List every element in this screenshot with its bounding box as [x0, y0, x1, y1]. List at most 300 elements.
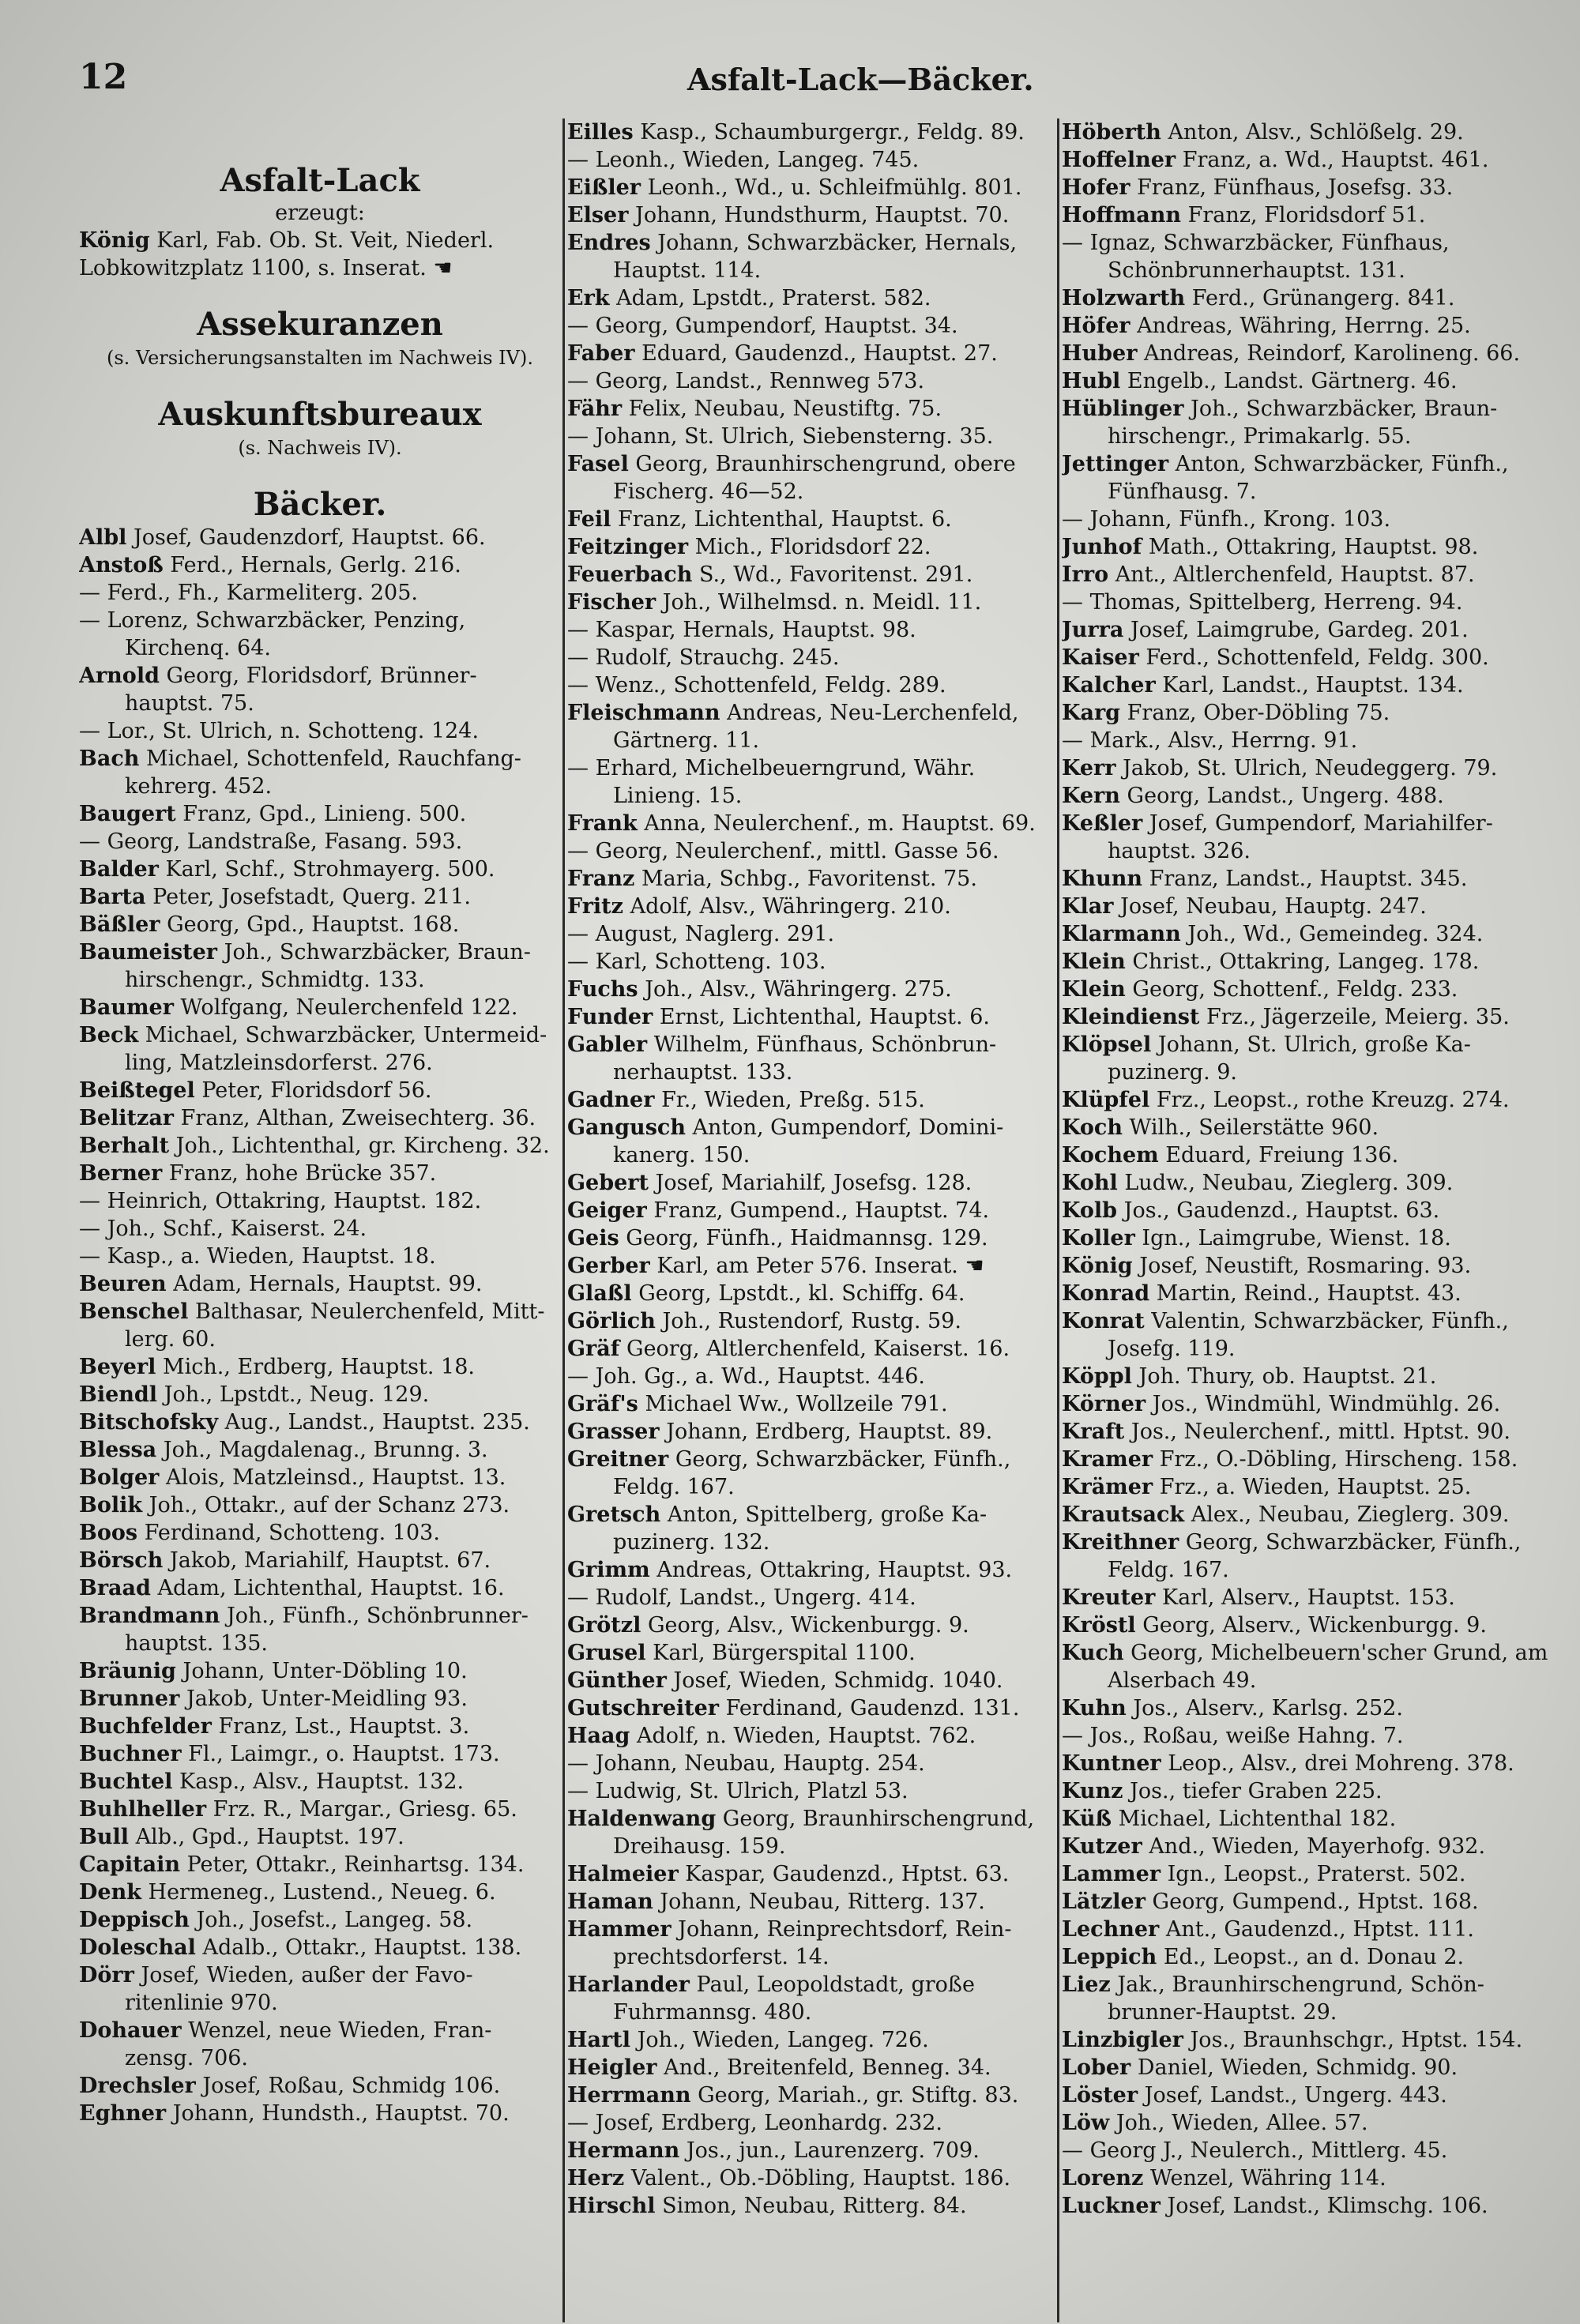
entry-name: Greitner — [567, 1447, 669, 1472]
directory-entry — [79, 524, 561, 551]
entry-text: Anton, Spittelberg, große Ka- — [667, 1502, 988, 1527]
directory-entry — [79, 1823, 561, 1851]
directory-entry — [567, 1446, 1055, 1473]
directory-entry — [1062, 1003, 1556, 1031]
entry-text: Ed., Leopst., an d. Donau 2. — [1163, 1945, 1465, 1969]
entry-text: Ludw., Neubau, Zieglerg. 309. — [1124, 1171, 1454, 1195]
entry-name: Bach — [79, 746, 140, 771]
directory-entry — [567, 395, 1055, 423]
entry-text: Johann, Neubau, Ritterg. 137. — [660, 1890, 985, 1914]
entry-text: Kasp., Alsv., Hauptst. 132. — [179, 1769, 465, 1794]
entry-text: — Joh. Gg., a. Wd., Hauptst. 446. — [567, 1364, 926, 1389]
directory-entry — [79, 2072, 561, 2100]
entry-name: Grasser — [567, 1420, 660, 1444]
entry-text: Franz, Gpd., Linieng. 500. — [182, 802, 467, 826]
entry-text: Eduard, Gaudenzd., Hauptst. 27. — [641, 341, 998, 366]
entry-text: ling, Matzleinsdorferst. 276. — [125, 1051, 433, 1075]
entry-text: Peter, Ottakr., Reinhartsg. 134. — [186, 1852, 525, 1877]
entry-name: Bull — [79, 1825, 129, 1849]
directory-entry — [567, 1860, 1055, 1888]
entry-name: Berhalt — [79, 1134, 170, 1158]
directory-entry — [567, 1639, 1055, 1667]
directory-entry — [79, 1381, 561, 1408]
entry-name: Heigler — [567, 2055, 657, 2080]
entry-text: Georg, Gpd., Hauptst. 168. — [167, 912, 460, 937]
entry-text: Fuhrmannsg. 480. — [613, 2000, 812, 2025]
entry-text: Wenzel, Währing 114. — [1149, 2166, 1386, 2191]
directory-entry — [567, 201, 1055, 229]
directory-entry — [79, 994, 561, 1021]
entry-name: Fleischmann — [567, 701, 720, 725]
entry-text: Georg, Landst., Ungerg. 488. — [1127, 784, 1444, 808]
directory-entry — [567, 644, 1055, 671]
directory-entry — [1062, 810, 1556, 837]
entry-text: Georg, Schottenf., Feldg. 233. — [1132, 977, 1458, 1002]
directory-entry — [79, 1353, 561, 1381]
entry-name: Karg — [1062, 701, 1121, 725]
entry-name: Faber — [567, 341, 635, 366]
directory-entry — [1062, 2137, 1556, 2164]
entry-text: Jos., jun., Laurenzerg. 709. — [686, 2138, 980, 2163]
entry-text: Franz, Fünfhaus, Josefsg. 33. — [1137, 175, 1454, 200]
directory-entry — [79, 745, 561, 773]
entry-text: kanerg. 150. — [613, 1143, 750, 1168]
entry-name: Drechsler — [79, 2074, 196, 2098]
entry-name: Klüpfel — [1062, 1088, 1150, 1112]
directory-entry — [1062, 1086, 1556, 1114]
entry-text: Josef, Roßau, Schmidg 106. — [202, 2074, 501, 2098]
entry-text: Georg, Alserv., Wickenburgg. 9. — [1142, 1613, 1487, 1638]
directory-entry — [79, 1878, 561, 1906]
directory-entry — [1062, 948, 1556, 976]
directory-entry — [567, 1916, 1055, 1943]
entry-text: Balthasar, Neulerchenfeld, Mitt- — [194, 1299, 545, 1324]
directory-entry — [1062, 976, 1556, 1003]
entry-name: Fischer — [567, 590, 656, 615]
directory-entry — [1062, 201, 1556, 229]
directory-entry — [1062, 1667, 1556, 1694]
entry-name: Feuerbach — [567, 562, 693, 587]
directory-entry — [1062, 1639, 1556, 1667]
entry-name: Denk — [79, 1880, 141, 1905]
entry-name: Löster — [1062, 2083, 1138, 2108]
entry-name: Bitschofsky — [79, 1410, 219, 1435]
entry-text: Frz. R., Margar., Griesg. 65. — [213, 1797, 517, 1822]
entry-text: Adam, Lichtenthal, Hauptst. 16. — [157, 1576, 505, 1600]
directory-entry — [79, 1132, 561, 1160]
entry-text: Johann, Erdberg, Hauptst. 89. — [666, 1420, 993, 1444]
directory-entry — [79, 2044, 561, 2072]
entry-text: — Mark., Alsv., Herrng. 91. — [1062, 728, 1358, 753]
directory-entry — [79, 1049, 561, 1077]
entry-text: Alois, Matzleinsd., Hauptst. 13. — [165, 1465, 506, 1490]
directory-entry — [567, 561, 1055, 589]
entry-text: Georg, Fünfh., Haidmannsg. 129. — [626, 1226, 988, 1250]
entry-text: Hauptst. 114. — [613, 258, 762, 283]
entry-text: Maria, Schbg., Favoritenst. 75. — [641, 867, 977, 891]
directory-entry — [79, 1961, 561, 1989]
entry-text: Johann, Hundsthurm, Hauptst. 70. — [635, 203, 1010, 228]
directory-entry — [1062, 533, 1556, 561]
entry-name: Hofer — [1062, 175, 1130, 200]
entry-name: Gangusch — [567, 1115, 686, 1140]
entry-text: Joh., Rustendorf, Rustg. 59. — [662, 1309, 961, 1333]
section-title-assekuranzen: Assekuranzen — [197, 306, 443, 343]
entry-name: Kunz — [1062, 1779, 1123, 1803]
entry-name: Buchtel — [79, 1769, 173, 1794]
entry-name: Geis — [567, 1226, 619, 1250]
entry-text: lerg. 60. — [125, 1327, 216, 1352]
directory-entry — [1062, 1197, 1556, 1224]
entry-text: Christ., Ottakring, Langeg. 178. — [1132, 950, 1480, 974]
entry-name: Barta — [79, 885, 146, 909]
directory-entry — [567, 146, 1055, 174]
entry-text: Ferdinand, Gaudenzd. 131. — [725, 1696, 1020, 1720]
entry-text: Andreas, Neu-Lerchenfeld, — [727, 701, 1019, 725]
directory-entry — [567, 423, 1055, 450]
directory-entry — [567, 616, 1055, 644]
directory-entry — [567, 1307, 1055, 1335]
entry-text: And., Wieden, Mayerhofg. 932. — [1149, 1834, 1486, 1859]
entry-name: Herrmann — [567, 2083, 691, 2108]
entry-name: Boos — [79, 1521, 138, 1545]
baecker-entries-col1 — [79, 524, 561, 2127]
directory-entry — [1062, 1999, 1556, 2026]
entry-text: Josef, Wieden, Schmidg. 1040. — [673, 1668, 1003, 1693]
entry-text: — Johann, Fünfh., Krong. 103. — [1062, 507, 1391, 532]
entry-text: Josef, Laimgrube, Gardeg. 201. — [1130, 618, 1469, 642]
entry-name: Görlich — [567, 1309, 656, 1333]
entry-text: Kaspar, Gaudenzd., Hptst. 63. — [685, 1862, 1010, 1886]
entry-text: hirschengr., Primakarlg. 55. — [1108, 424, 1412, 449]
entry-text: Jos., Neulerchenf., mittl. Hptst. 90. — [1130, 1420, 1510, 1444]
entry-text: Georg, Floridsdorf, Brünner- — [166, 664, 477, 688]
directory-entry — [567, 2054, 1055, 2081]
entry-name: Feil — [567, 507, 611, 532]
directory-entry — [567, 1833, 1055, 1860]
entry-name: Hartl — [567, 2028, 630, 2052]
entry-text: Johann, Schwarzbäcker, Hernals, — [657, 231, 1018, 255]
directory-entry — [1062, 893, 1556, 920]
entry-name: Konrad — [1062, 1281, 1150, 1306]
entry-text: — Ferd., Fh., Karmeliterg. 205. — [79, 581, 418, 605]
section-note-auskunft: (s. Nachweis IV). — [238, 437, 402, 459]
directory-entry — [567, 118, 1055, 146]
directory-entry — [79, 1326, 561, 1353]
entry-text: Michael, Schottenfeld, Rauchfang- — [145, 746, 521, 771]
entry-text: — Johann, Neubau, Hauptg. 254. — [567, 1751, 925, 1776]
directory-entry — [1062, 865, 1556, 893]
entry-text: Adam, Lpstdt., Praterst. 582. — [616, 286, 931, 310]
entry-name: Kraft — [1062, 1420, 1125, 1444]
entry-text: Jakob, St. Ulrich, Neudeggerg. 79. — [1123, 756, 1498, 780]
entry-name: Lätzler — [1062, 1890, 1146, 1914]
entry-name: Höfer — [1062, 314, 1130, 338]
directory-entry — [1062, 754, 1556, 782]
entry-text: Alb., Gpd., Hauptst. 197. — [135, 1825, 404, 1849]
directory-entry — [567, 2081, 1055, 2109]
entry-name: Gräf's — [567, 1392, 638, 1416]
entry-text: Georg, Lpstdt., kl. Schiffg. 64. — [638, 1281, 965, 1306]
directory-entry — [567, 1694, 1055, 1722]
entry-name: Dohauer — [79, 2018, 182, 2043]
entry-text: hauptst. 135. — [125, 1631, 268, 1656]
entry-text: kehrerg. 452. — [125, 774, 273, 799]
entry-text: Valentin, Schwarzbäcker, Fünfh., — [1151, 1309, 1509, 1333]
entry-text: Franz, Althan, Zweisechterg. 36. — [180, 1106, 536, 1130]
entry-text: Gärtnerg. 11. — [613, 728, 760, 753]
entry-name: Löw — [1062, 2111, 1110, 2135]
entry-name: Grusel — [567, 1641, 646, 1665]
entry-text: Ferd., Grünangerg. 841. — [1191, 286, 1455, 310]
directory-entry — [567, 450, 1055, 478]
directory-entry — [1062, 478, 1556, 506]
directory-entry — [567, 1335, 1055, 1363]
entry-name: Fuchs — [567, 977, 638, 1002]
directory-entry — [79, 1713, 561, 1740]
entry-text: Franz, hohe Brücke 357. — [168, 1161, 437, 1186]
entry-text: Ferdinand, Schotteng. 103. — [144, 1521, 440, 1545]
entry-name: Deppisch — [79, 1908, 190, 1932]
entry-name: Baugert — [79, 802, 176, 826]
entry-name: Keßler — [1062, 811, 1143, 836]
entry-text: — Wenz., Schottenfeld, Feldg. 289. — [567, 673, 946, 698]
directory-entry — [1062, 1473, 1556, 1501]
directory-entry — [1062, 589, 1556, 616]
directory-entry — [567, 782, 1055, 810]
directory-entry — [567, 1473, 1055, 1501]
directory-entry — [567, 2192, 1055, 2220]
entry-name: Liez — [1062, 1972, 1111, 1997]
entry-text: Franz, Ober-Döbling 75. — [1127, 701, 1390, 725]
directory-entry — [567, 1252, 1055, 1280]
entry-text: Michael Ww., Wollzeile 791. — [645, 1392, 948, 1416]
entry-text: Georg, Gumpend., Hptst. 168. — [1152, 1890, 1479, 1914]
entry-name: Hermann — [567, 2138, 680, 2163]
entry-name: Höberth — [1062, 120, 1161, 145]
entry-text: Johann, Unter-Döbling 10. — [182, 1659, 468, 1683]
entry-text: — Joh., Schf., Kaiserst. 24. — [79, 1217, 367, 1241]
entry-text: Leop., Alsv., drei Mohreng. 378. — [1168, 1751, 1514, 1776]
entry-name: Beißtegel — [79, 1078, 195, 1103]
entry-text: Josef, Neustift, Rosmaring. 93. — [1139, 1254, 1472, 1278]
entry-name: Buchner — [79, 1742, 182, 1766]
entry-name: König — [79, 228, 150, 253]
directory-entry — [567, 1777, 1055, 1805]
directory-entry — [79, 828, 561, 856]
directory-entry — [567, 2137, 1055, 2164]
directory-entry — [79, 1464, 561, 1491]
entry-text: Frz., a. Wieden, Hauptst. 25. — [1159, 1475, 1472, 1499]
entry-text: — Lorenz, Schwarzbäcker, Penzing, — [79, 608, 466, 633]
entry-text: Andreas, Reindorf, Karolineng. 66. — [1144, 341, 1521, 366]
entry-name: Kramer — [1062, 1447, 1153, 1472]
entry-text: — Georg, Neulerchenf., mittl. Gasse 56. — [567, 839, 999, 863]
entry-name: Glaßl — [567, 1281, 632, 1306]
entry-name: Köppl — [1062, 1364, 1132, 1389]
entry-name: Brandmann — [79, 1604, 220, 1628]
entry-text: Franz, Lichtenthal, Hauptst. 6. — [617, 507, 952, 532]
entry-name: Hüblinger — [1062, 397, 1184, 421]
section-title-asfalt: Asfalt-Lack — [220, 162, 420, 199]
directory-entry — [79, 1104, 561, 1132]
entry-name: Arnold — [79, 664, 160, 688]
directory-entry — [567, 2109, 1055, 2137]
entry-name: Gutschreiter — [567, 1696, 719, 1720]
directory-entry — [567, 367, 1055, 395]
directory-entry — [567, 920, 1055, 948]
directory-entry — [567, 727, 1055, 754]
entry-text: Engelb., Landst. Gärtnerg. 46. — [1127, 369, 1458, 393]
entry-text: Joh., Alsv., Währingerg. 275. — [645, 977, 952, 1002]
directory-entry — [1062, 1805, 1556, 1833]
directory-entry — [1062, 284, 1556, 312]
column-divider — [562, 118, 565, 2322]
entry-name: Kleindienst — [1062, 1005, 1200, 1029]
entry-name: Herz — [567, 2166, 625, 2191]
directory-entry — [1062, 423, 1556, 450]
entry-name: Linzbigler — [1062, 2028, 1183, 2052]
entry-text: Joh., Lpstdt., Neug. 129. — [164, 1382, 430, 1407]
entry-name: Hoffelner — [1062, 148, 1176, 172]
entry-text: zensg. 706. — [125, 2046, 249, 2070]
entry-name: Beuren — [79, 1272, 167, 1296]
entry-text: hauptst. 75. — [125, 691, 254, 716]
directory-entry — [79, 1298, 561, 1326]
entry-text: Anton, Gumpendorf, Domini- — [692, 1115, 1004, 1140]
directory-entry — [1062, 1529, 1556, 1556]
directory-entry — [79, 607, 561, 634]
entry-text: Georg, Mariah., gr. Stiftg. 83. — [698, 2083, 1019, 2108]
directory-entry — [1062, 644, 1556, 671]
entry-name: Belitzar — [79, 1106, 175, 1130]
entry-text: hauptst. 326. — [1108, 839, 1251, 863]
directory-entry — [1062, 1141, 1556, 1169]
entry-name: Beck — [79, 1023, 139, 1047]
directory-entry — [1062, 1418, 1556, 1446]
directory-entry — [1062, 1114, 1556, 1141]
directory-entry — [1062, 920, 1556, 948]
entry-name: Lechner — [1062, 1917, 1160, 1942]
asfalt-entries — [79, 227, 561, 282]
entry-name: Kalcher — [1062, 673, 1156, 698]
directory-entry — [79, 2100, 561, 2127]
entry-text: Josef, Gumpendorf, Mariahilfer- — [1149, 811, 1493, 836]
directory-entry — [79, 911, 561, 938]
entry-name: Kuntner — [1062, 1751, 1161, 1776]
entry-text: Joh., Lichtenthal, gr. Kircheng. 32. — [175, 1134, 550, 1158]
entry-text: Anton, Alsv., Schlößelg. 29. — [1168, 120, 1464, 145]
entry-text: Ign., Laimgrube, Wienst. 18. — [1142, 1226, 1451, 1250]
entry-name: Gebert — [567, 1171, 649, 1195]
entry-text: Fl., Laimgr., o. Hauptst. 173. — [188, 1742, 500, 1766]
directory-entry — [1062, 2164, 1556, 2192]
directory-entry — [567, 229, 1055, 257]
column-divider — [1057, 118, 1059, 2322]
entry-text: Fr., Wieden, Preßg. 515. — [661, 1088, 925, 1112]
directory-entry — [1062, 782, 1556, 810]
directory-entry — [567, 1280, 1055, 1307]
entry-name: Kern — [1062, 784, 1120, 808]
entry-text: Valent., Ob.-Döbling, Hauptst. 186. — [630, 2166, 1011, 2191]
entry-text: Andreas, Währing, Herrng. 25. — [1137, 314, 1471, 338]
directory-entry — [79, 1602, 561, 1630]
directory-entry — [1062, 1916, 1556, 1943]
entry-text: Felix, Neubau, Neustiftg. 75. — [628, 397, 942, 421]
entry-text: Andreas, Ottakring, Hauptst. 93. — [656, 1558, 1013, 1582]
entry-text: — August, Naglerg. 291. — [567, 922, 835, 946]
directory-entry — [567, 1611, 1055, 1639]
entry-name: Funder — [567, 1005, 653, 1029]
directory-entry — [567, 506, 1055, 533]
entry-text: Franz, a. Wd., Hauptst. 461. — [1182, 148, 1489, 172]
entry-name: Harlander — [567, 1972, 690, 1997]
entry-text: Josef, Wieden, außer der Favo- — [141, 1963, 473, 1987]
directory-entry — [1062, 2081, 1556, 2109]
entry-text: — Georg, Landst., Rennweg 573. — [567, 369, 925, 393]
entry-name: Kohl — [1062, 1171, 1118, 1195]
directory-entry — [79, 2017, 561, 2044]
directory-entry — [567, 976, 1055, 1003]
directory-entry — [79, 690, 561, 717]
directory-entry — [567, 1114, 1055, 1141]
entry-text: Karl, Schf., Strohmayerg. 500. — [165, 857, 495, 882]
directory-entry — [79, 1243, 561, 1270]
entry-name: Berner — [79, 1161, 163, 1186]
entry-text: puzinerg. 9. — [1108, 1060, 1238, 1085]
directory-entry — [567, 1169, 1055, 1197]
entry-name: Koch — [1062, 1115, 1123, 1140]
directory-entry — [567, 671, 1055, 699]
entry-text: And., Breitenfeld, Benneg. 34. — [664, 2055, 991, 2080]
entry-text: — Rudolf, Strauchg. 245. — [567, 645, 840, 670]
directory-entry — [79, 1436, 561, 1464]
entry-name: Gerber — [567, 1254, 650, 1278]
directory-entry — [79, 1906, 561, 1934]
entry-text: Wenzel, neue Wieden, Fran- — [188, 2018, 492, 2043]
entry-text: Ign., Leopst., Praterst. 502. — [1167, 1862, 1466, 1886]
entry-name: Klein — [1062, 950, 1126, 974]
entry-name: Eghner — [79, 2101, 167, 2126]
entry-text: Fischerg. 46—52. — [613, 479, 804, 504]
entry-name: Frank — [567, 811, 638, 836]
entry-text: Josefg. 119. — [1108, 1337, 1236, 1361]
directory-entry — [567, 699, 1055, 727]
directory-entry — [567, 754, 1055, 782]
directory-entry — [1062, 118, 1556, 146]
entry-text: Ferd., Schottenfeld, Feldg. 300. — [1146, 645, 1489, 670]
entry-text: Adalb., Ottakr., Hauptst. 138. — [202, 1935, 522, 1960]
entry-text: — Ludwig, St. Ulrich, Platzl 53. — [567, 1779, 908, 1803]
directory-entry — [1062, 340, 1556, 367]
directory-entry — [79, 1851, 561, 1878]
entry-text: S., Wd., Favoritenst. 291. — [698, 562, 973, 587]
directory-entry — [567, 478, 1055, 506]
entry-text: Fünfhausg. 7. — [1108, 479, 1257, 504]
directory-entry — [567, 865, 1055, 893]
entry-text: Math., Ottakring, Hauptst. 98. — [1148, 535, 1479, 559]
entry-name: Khunn — [1062, 867, 1142, 891]
entry-name: Kreuter — [1062, 1585, 1156, 1610]
directory-entry — [1062, 1169, 1556, 1197]
directory-entry — [567, 2164, 1055, 2192]
entry-text: Joh., Wieden, Langeg. 726. — [637, 2028, 929, 2052]
entry-text: Joh., Magdalenag., Brunng. 3. — [163, 1438, 488, 1462]
entry-text: ritenlinie 970. — [125, 1991, 278, 2015]
entry-name: Fritz — [567, 894, 623, 919]
entry-text: — Josef, Erdberg, Leonhardg. 232. — [567, 2111, 943, 2135]
entry-text: Jos., Braunhschgr., Hptst. 154. — [1190, 2028, 1523, 2052]
